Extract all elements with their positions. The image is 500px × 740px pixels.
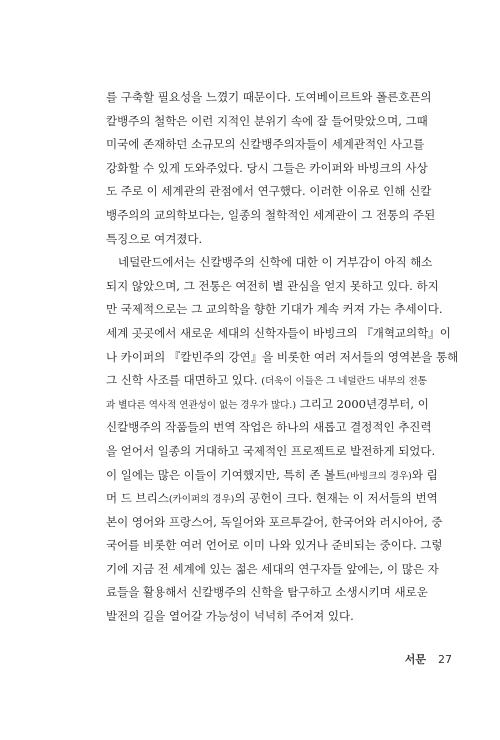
text-line: 되지 않았으며, 그 전통은 여전히 별 관심을 얻지 못하고 있다. 하지 (106, 278, 439, 293)
text-line (106, 393, 429, 417)
text-segment: 그리고 2000년경부터, 이 (299, 396, 429, 411)
text-segment: 이 일에는 많은 이들이 기여했지만, 특히 존 볼트 (106, 467, 347, 482)
aside-note: (카이퍼의 경우) (168, 494, 235, 506)
text-line: 본이 영어와 프랑스어, 독일어와 포르투갈어, 한국어와 러시아어, 중 (106, 514, 443, 529)
text-line: 미국에 존재하던 소규모의 신칼뱅주의자들이 세계관적인 사고를 (106, 137, 425, 152)
text-line (106, 464, 438, 488)
text-segment: 와 림 (411, 467, 438, 482)
text-line: 특징으로 여겨졌다. (106, 231, 203, 246)
text-line: 뱅주의의 교의학보다는, 일종의 철학적인 세계관이 그 전통의 주된 (106, 207, 436, 222)
text-line (106, 369, 427, 393)
text-line: 세계 곳곳에서 새로운 세대의 신학자들이 바빙크의 『개혁교의학』이 (106, 325, 451, 340)
text-line: 칼뱅주의 철학은 이런 지적인 분위기 속에 잘 들어맞았으며, 그때 (106, 113, 428, 128)
text-line: 를 구축할 필요성을 느꼈기 때문이다. 도여베이르트와 폴른호픈의 (106, 90, 432, 104)
section-title: 서문 (404, 653, 426, 666)
aside-note: (더욱이 이들은 그 네덜란드 내부의 전통 (261, 376, 427, 388)
aside-note: 과 별다른 역사적 연관성이 없는 경우가 많다.) (106, 399, 297, 411)
text-line: 발전의 길을 열어갈 가능성이 넉넉히 주어져 있다. (106, 609, 354, 624)
text-line: 도 주로 이 세계관의 관점에서 연구했다. 이러한 이유로 인해 신칼 (106, 184, 432, 199)
page-number: 27 (438, 653, 452, 666)
text-line (106, 487, 438, 511)
text-segment: 머 드 브리스 (106, 491, 169, 506)
text-segment: 그 신학 사조를 대면하고 있다. (106, 373, 258, 388)
text-line: 강화할 수 있게 도와주었다. 당시 그들은 카이퍼와 바빙크의 사상 (106, 160, 428, 175)
text-line: 신칼뱅주의 작품들의 번역 작업은 하나의 새롭고 결정적인 추진력 (106, 420, 432, 435)
aside-note: (바빙크의 경우) (346, 470, 412, 482)
text-line: 만 국제적으로는 그 교의학을 향한 기대가 계속 커져 가는 추세이다. (106, 302, 443, 317)
text-line: 을 얻어서 일종의 거대하고 국제적인 프로젝트로 발전하게 되었다. (106, 443, 436, 458)
text-line: 기에 지금 전 세계에 있는 젊은 세대의 연구자들 앞에는, 이 많은 자 (106, 561, 439, 576)
text-line: 국어를 비롯한 여러 언어로 이미 나와 있거나 준비되는 중이다. 그렇 (106, 538, 443, 553)
body-text (106, 86, 459, 629)
text-line: 네덜란드에서는 신칼뱅주의 신학에 대한 이 거부감이 아직 해소 (118, 255, 433, 270)
text-segment: 의 공헌이 크다. 현재는 이 저서들의 번역 (234, 491, 438, 506)
text-line: 료들을 활용해서 신칼뱅주의 신학을 탐구하고 소생시키며 새로운 (106, 585, 428, 600)
page-footer (405, 651, 452, 667)
text-line: 나 카이퍼의 『칼빈주의 강연』을 비롯한 여러 저서들의 영역본을 통해 (106, 349, 459, 364)
